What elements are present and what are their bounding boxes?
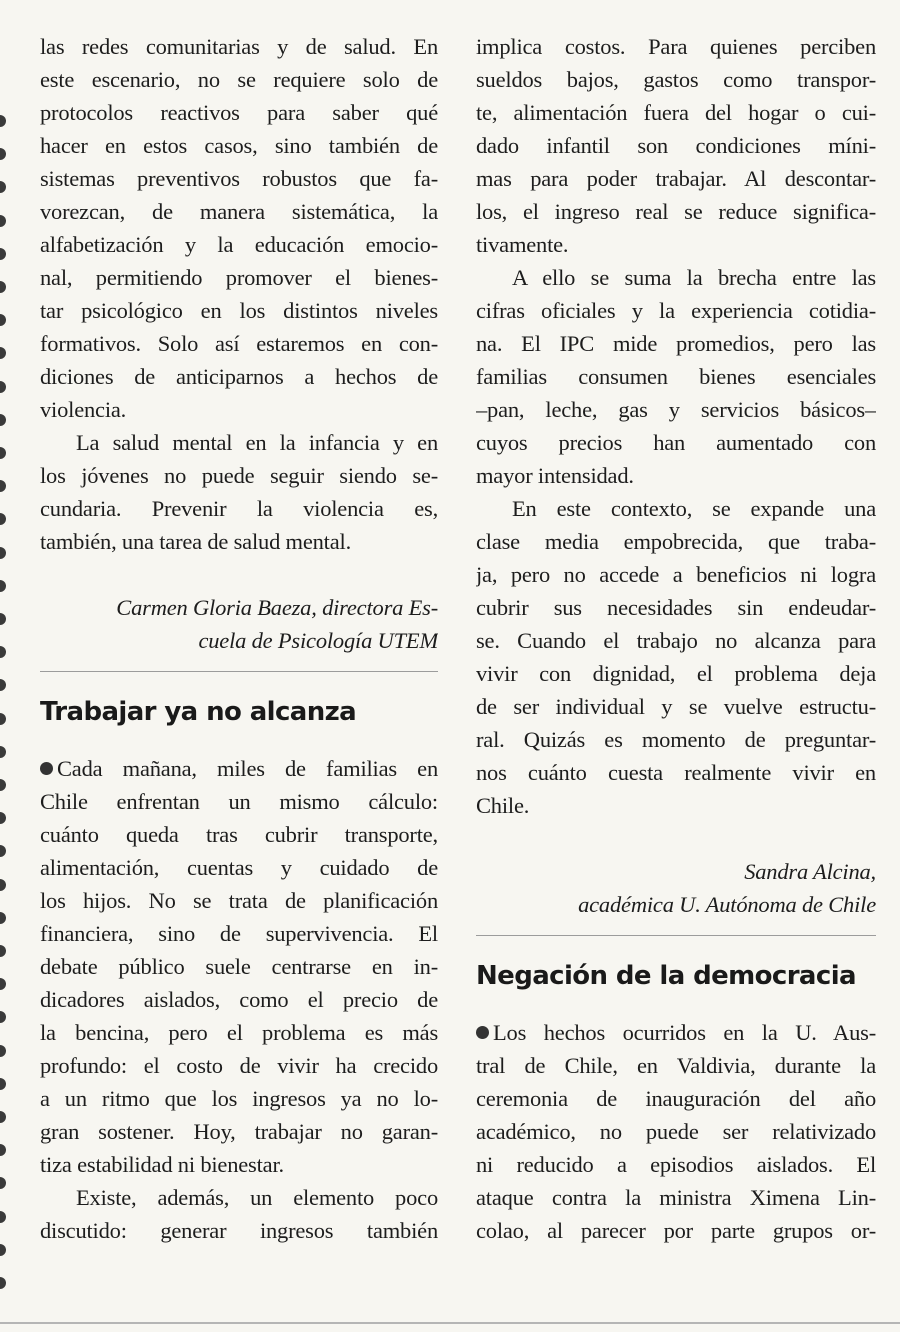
text-line-content: debate público suele centrarse en in-: [40, 954, 438, 979]
text-line: [476, 327, 876, 360]
bullet-icon: [40, 762, 53, 775]
text-line: [40, 63, 438, 96]
left-column: [40, 30, 438, 1247]
text-line: [476, 426, 876, 459]
text-line: [476, 459, 876, 492]
margin-mark: [0, 845, 6, 857]
text-line-content: la bencina, pero el problema es más: [40, 1020, 438, 1045]
text-line-content: a un ritmo que los ingresos ya no lo-: [40, 1086, 438, 1111]
text-line-content: se. Cuando el trabajo no alcanza para: [476, 628, 876, 653]
text-line-content: cuela de Psicología UTEM: [198, 628, 438, 653]
text-line: [476, 723, 876, 756]
text-line-content: los hijos. No se trata de planificación: [40, 888, 438, 913]
spacer: [40, 558, 438, 591]
text-line: [476, 1148, 876, 1181]
text-line: [476, 393, 876, 426]
spacer: [40, 672, 438, 692]
text-line-content: vorezcan, de manera sistemática, la: [40, 199, 438, 224]
text-line-content: Sandra Alcina,: [744, 859, 876, 884]
text-line: [476, 1049, 876, 1082]
margin-mark: [0, 414, 6, 426]
text-line: [40, 1049, 438, 1082]
byline-line: [40, 591, 438, 624]
text-line: [476, 228, 876, 261]
margin-mark: [0, 1111, 6, 1123]
author-byline: [476, 855, 876, 921]
text-line-content: profundo: el costo de vivir ha crecido: [40, 1053, 438, 1078]
text-line-content: también, una tarea de salud mental.: [40, 529, 351, 554]
page-bottom-rule: [0, 1322, 900, 1324]
margin-mark: [0, 879, 6, 891]
article-headline: Trabajar ya no alcanza: [40, 697, 357, 727]
article-paragraph: [40, 426, 438, 558]
text-line: [40, 917, 438, 950]
text-line-content: ja, pero no accede a beneficios ni logra: [476, 562, 876, 587]
text-line: [40, 228, 438, 261]
text-line-content: te, alimentación fuera del hogar o cui-: [476, 100, 876, 125]
text-line: [476, 162, 876, 195]
margin-mark: [0, 812, 6, 824]
byline-line: [476, 855, 876, 888]
text-line-content: dado infantil son condiciones míni-: [476, 133, 876, 158]
margin-mark: [0, 1177, 6, 1189]
text-line-content: ni reducido a episodios aislados. El: [476, 1152, 876, 1177]
text-line: [476, 657, 876, 690]
margin-mark: [0, 646, 6, 658]
margin-mark: [0, 1011, 6, 1023]
text-line: [40, 884, 438, 917]
text-line-content: mayor intensidad.: [476, 463, 634, 488]
text-line: [40, 96, 438, 129]
text-line-content: Existe, además, un elemento poco: [76, 1185, 438, 1210]
text-line-content: mas para poder trabajar. Al descontar-: [476, 166, 876, 191]
text-line: [40, 525, 438, 558]
text-line-content: este escenario, no se requiere solo de: [40, 67, 438, 92]
text-line: [40, 393, 438, 426]
text-line: [40, 851, 438, 884]
margin-mark: [0, 281, 6, 293]
margin-mark: [0, 1144, 6, 1156]
text-line-content: implica costos. Para quienes perciben: [476, 34, 876, 59]
margin-mark: [0, 945, 6, 957]
text-line: [476, 30, 876, 63]
margin-mark: [0, 613, 6, 625]
text-line-content: tar psicológico en los distintos niveles: [40, 298, 438, 323]
margin-mark: [0, 580, 6, 592]
text-line: [476, 261, 876, 294]
text-line-content: Carmen Gloria Baeza, directora Es-: [116, 595, 438, 620]
text-line: [476, 1214, 876, 1247]
article-headline: Negación de la democracia: [476, 961, 856, 991]
text-line-content: A ello se suma la brecha entre las: [512, 265, 876, 290]
text-line-content: los, el ingreso real se reduce significa-: [476, 199, 876, 224]
text-line-content: académica U. Autónoma de Chile: [578, 892, 876, 917]
text-line-content: La salud mental en la infancia y en: [76, 430, 438, 455]
text-line: [476, 1016, 876, 1049]
text-line-content: tivamente.: [476, 232, 569, 257]
text-line-content: de ser individual y se vuelve estructu-: [476, 694, 876, 719]
margin-mark: [0, 513, 6, 525]
bullet-icon: [476, 1026, 489, 1039]
spacer: [40, 732, 438, 752]
text-line-content: En este contexto, se expande una: [512, 496, 876, 521]
text-line: [40, 492, 438, 525]
margin-mark: [0, 1045, 6, 1057]
text-line-content: violencia.: [40, 397, 127, 422]
text-line-content: discutido: generar ingresos también: [40, 1218, 438, 1243]
text-line-content: cifras oficiales y la experiencia cotidia-: [476, 298, 876, 323]
text-line-content: protocolos reactivos para saber qué: [40, 100, 438, 125]
text-line-content: diciones de anticiparnos a hechos de: [40, 364, 438, 389]
text-line: [40, 195, 438, 228]
text-line: [40, 294, 438, 327]
margin-mark: [0, 978, 6, 990]
margin-mark: [0, 746, 6, 758]
text-line-content: ral. Quizás es momento de preguntar-: [476, 727, 876, 752]
margin-mark: [0, 248, 6, 260]
text-line-content: académico, no puede ser relativizado: [476, 1119, 876, 1144]
text-line: [40, 459, 438, 492]
text-line: [476, 360, 876, 393]
text-line-content: los jóvenes no puede seguir siendo se-: [40, 463, 438, 488]
text-line: [40, 950, 438, 983]
article-body-text: [476, 1016, 876, 1247]
article-body-text: [40, 752, 438, 1181]
text-line-content: financiera, sino de supervivencia. El: [40, 921, 438, 946]
text-line-content: Los hechos ocurridos en la U. Aus-: [493, 1020, 876, 1045]
article-paragraph: [476, 261, 876, 492]
text-line: [476, 1082, 876, 1115]
byline-line: [40, 624, 438, 657]
margin-mark: [0, 215, 6, 227]
text-line: [40, 1115, 438, 1148]
spacer: [476, 822, 876, 855]
text-line: [476, 591, 876, 624]
text-line-content: –pan, leche, gas y servicios básicos–: [476, 397, 876, 422]
text-line-content: familias consumen bienes esenciales: [476, 364, 876, 389]
text-line-content: sistemas preventivos robustos que fa-: [40, 166, 438, 191]
text-line-content: ataque contra la ministra Ximena Lin-: [476, 1185, 876, 1210]
text-line-content: Cada mañana, miles de familias en: [57, 756, 438, 781]
text-line-content: sueldos bajos, gastos como transpor-: [476, 67, 876, 92]
text-line: [476, 1181, 876, 1214]
text-line-content: gran sostener. Hoy, trabajar no garan-: [40, 1119, 438, 1144]
text-line-content: Chile.: [476, 793, 530, 818]
text-line-content: alfabetización y la educación emocio-: [40, 232, 438, 257]
text-line-content: formativos. Solo así estaremos en con-: [40, 331, 438, 356]
text-line-content: las redes comunitarias y de salud. En: [40, 34, 438, 59]
text-line: [476, 624, 876, 657]
margin-mark: [0, 314, 6, 326]
text-line: [40, 1082, 438, 1115]
margin-mark: [0, 713, 6, 725]
text-line-content: nos cuánto cuesta realmente vivir en: [476, 760, 876, 785]
text-line: [40, 261, 438, 294]
margin-mark: [0, 148, 6, 160]
text-line-content: colao, al parecer por parte grupos or-: [476, 1218, 876, 1243]
margin-mark: [0, 381, 6, 393]
margin-mark: [0, 679, 6, 691]
text-line-content: tiza estabilidad ni bienestar.: [40, 1152, 284, 1177]
margin-mark: [0, 547, 6, 559]
text-line-content: hacer en estos casos, sino también de: [40, 133, 438, 158]
text-line: [40, 1148, 438, 1181]
text-line-content: vivir con dignidad, el problema deja: [476, 661, 876, 686]
margin-mark: [0, 912, 6, 924]
text-line: [476, 195, 876, 228]
spacer: [476, 996, 876, 1016]
text-line: [40, 1214, 438, 1247]
text-line-content: cubrir sus necesidades sin endeudar-: [476, 595, 876, 620]
text-line: [40, 129, 438, 162]
text-line: [476, 129, 876, 162]
text-line-content: ceremonia de inauguración del año: [476, 1086, 876, 1111]
text-line-content: clase media empobrecida, que traba-: [476, 529, 876, 554]
text-line: [40, 426, 438, 459]
text-line: [476, 558, 876, 591]
text-line-content: tral de Chile, en Valdivia, durante la: [476, 1053, 876, 1078]
article-paragraph: [40, 1181, 438, 1247]
byline-line: [476, 888, 876, 921]
text-line: [476, 492, 876, 525]
text-line-content: na. El IPC mide promedios, pero las: [476, 331, 876, 356]
text-line: [40, 752, 438, 785]
article-body-text: [476, 30, 876, 261]
text-line-content: Chile enfrentan un mismo cálculo:: [40, 789, 438, 814]
text-line: [40, 1016, 438, 1049]
text-line: [40, 983, 438, 1016]
margin-mark: [0, 115, 6, 127]
margin-mark: [0, 1211, 6, 1223]
article-paragraph: [476, 492, 876, 822]
margin-mark: [0, 1244, 6, 1256]
text-line-content: alimentación, cuentas y cuidado de: [40, 855, 438, 880]
left-margin-marks: [0, 0, 8, 1332]
text-line-content: nal, permitiendo promover el bienes-: [40, 265, 438, 290]
text-line: [476, 1115, 876, 1148]
margin-mark: [0, 447, 6, 459]
margin-mark: [0, 347, 6, 359]
text-line: [40, 1181, 438, 1214]
text-line-content: dicadores aislados, como el precio de: [40, 987, 438, 1012]
text-line: [40, 162, 438, 195]
text-line: [40, 30, 438, 63]
margin-mark: [0, 779, 6, 791]
right-column: [476, 30, 876, 1247]
text-line-content: cundaria. Prevenir la violencia es,: [40, 496, 438, 521]
text-line: [476, 63, 876, 96]
author-byline: [40, 591, 438, 657]
text-line: [40, 360, 438, 393]
text-line: [40, 327, 438, 360]
text-line: [476, 756, 876, 789]
margin-mark: [0, 181, 6, 193]
margin-mark: [0, 480, 6, 492]
text-line: [40, 818, 438, 851]
text-line: [476, 690, 876, 723]
text-line-content: cuánto queda tras cubrir transporte,: [40, 822, 438, 847]
article-continuation-text: [40, 30, 438, 426]
text-line: [40, 785, 438, 818]
text-line: [476, 525, 876, 558]
text-line-content: cuyos precios han aumentado con: [476, 430, 876, 455]
margin-mark: [0, 1078, 6, 1090]
text-line: [476, 96, 876, 129]
text-line: [476, 294, 876, 327]
margin-mark: [0, 1277, 6, 1289]
spacer: [476, 936, 876, 956]
text-line: [476, 789, 876, 822]
